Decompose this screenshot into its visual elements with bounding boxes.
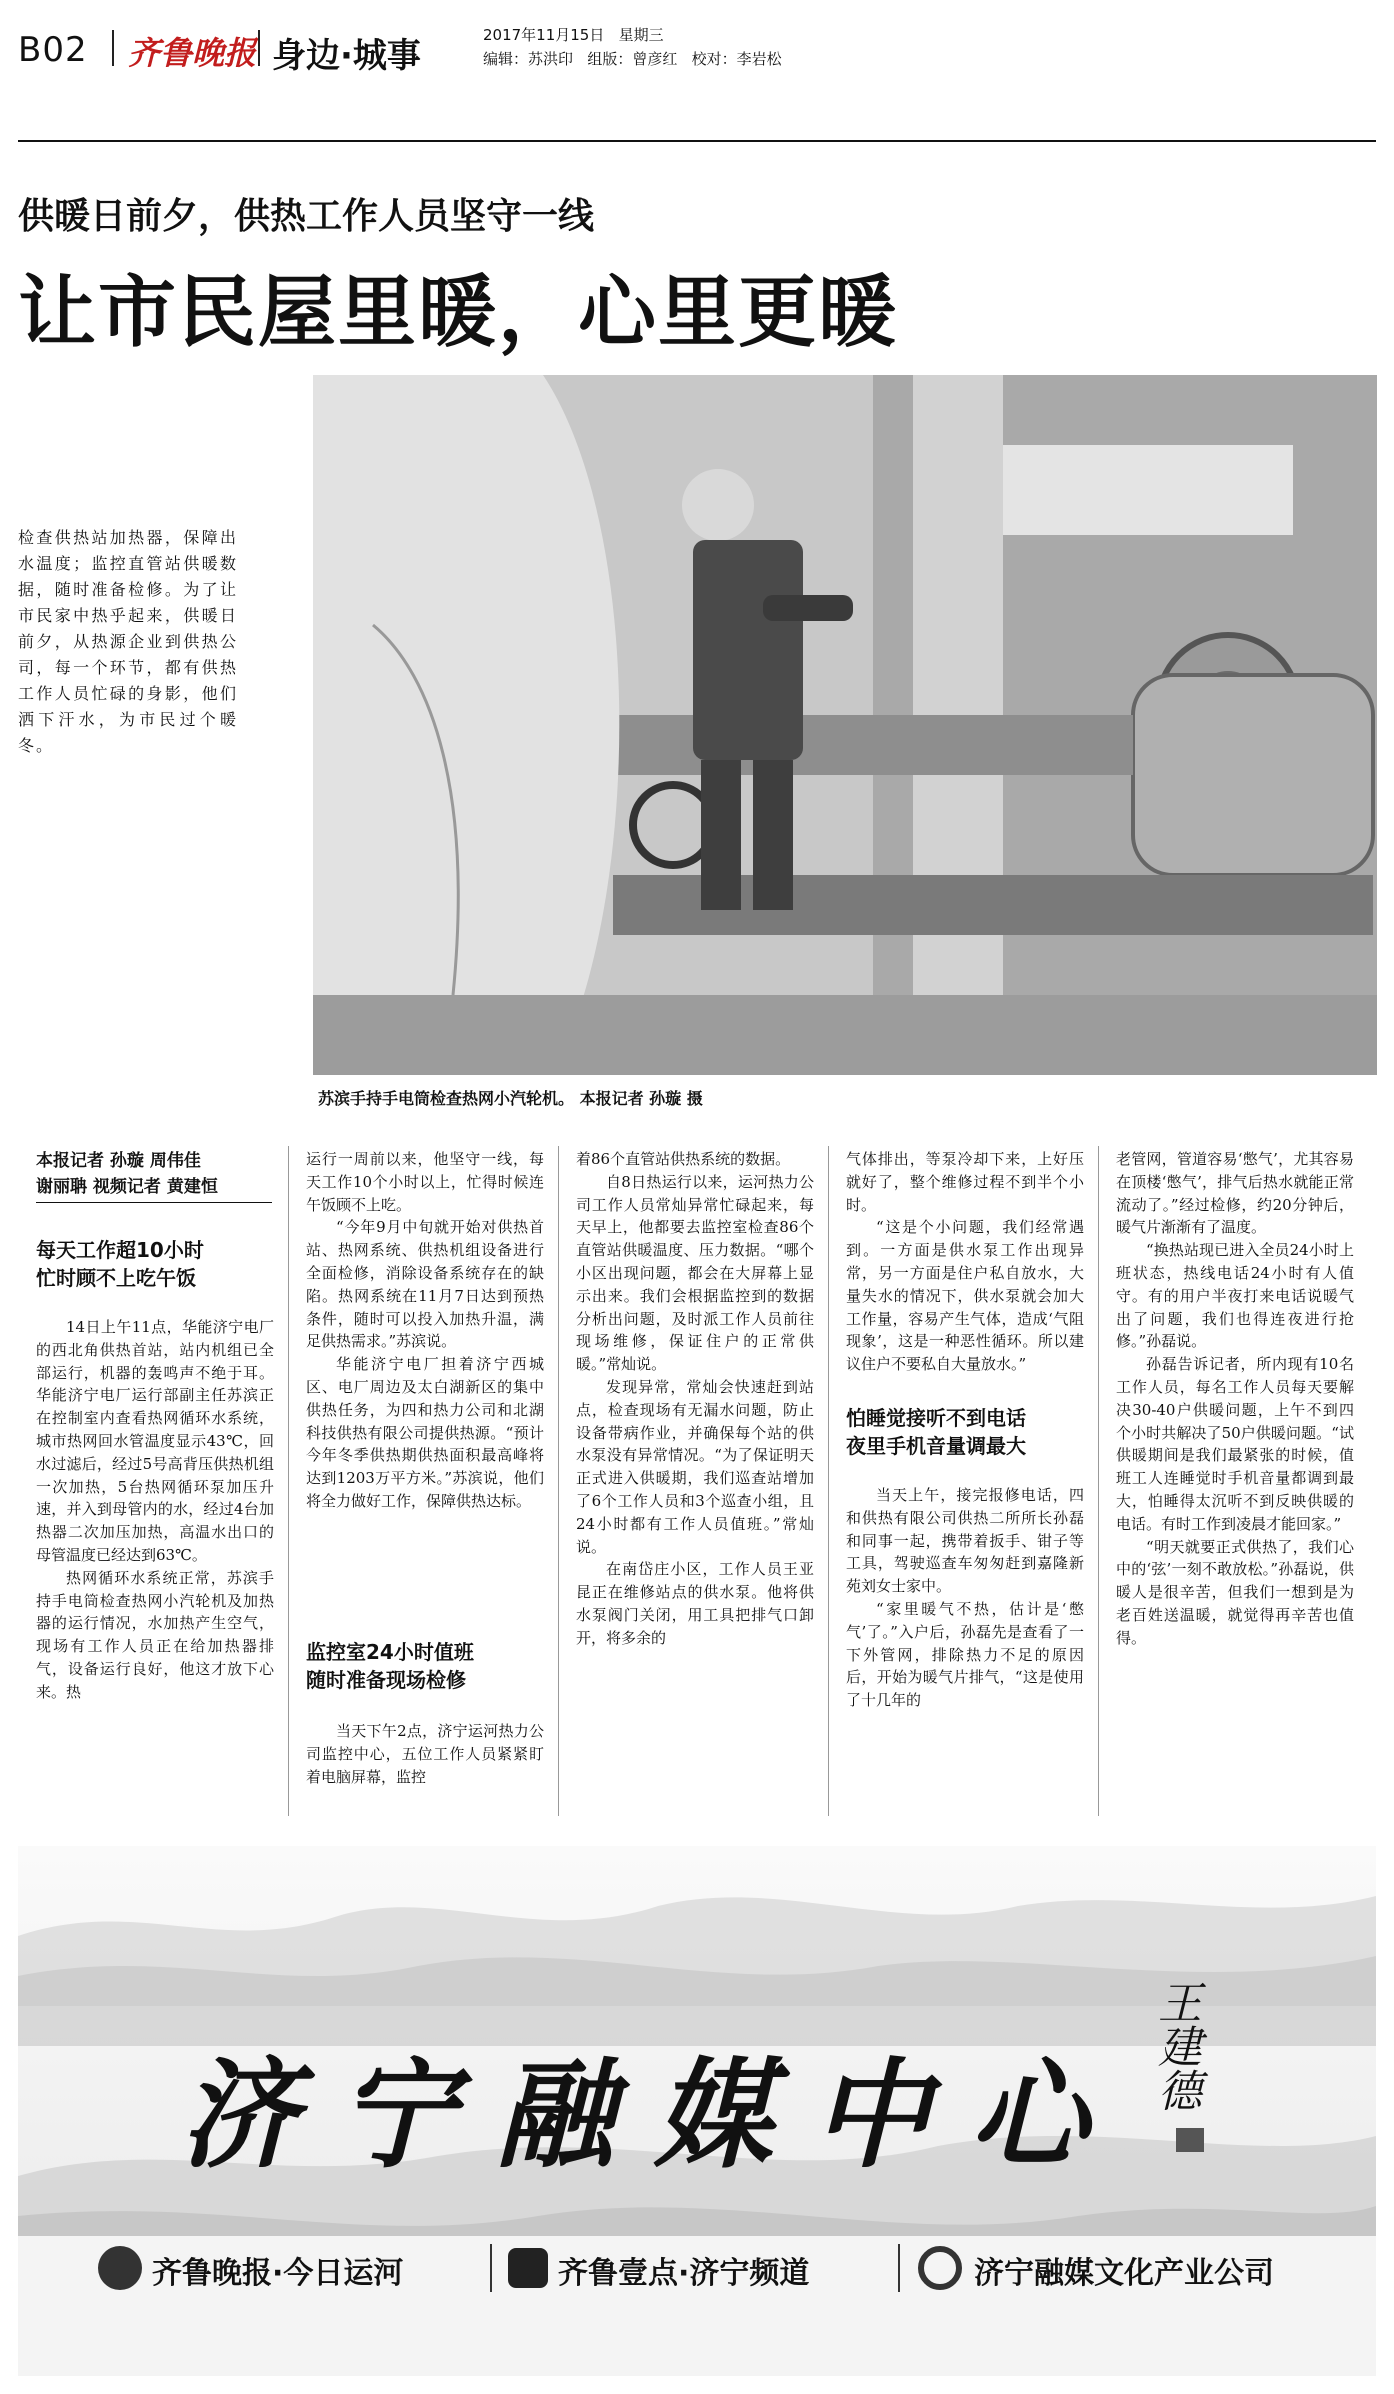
headline-kicker: 供暖日前夕，供热工作人员坚守一线 <box>18 196 595 237</box>
paragraph: “家里暖气不热，估计是‘憋气’了。”入户后，孙磊先是查看了一下外管网，排除热力不足的原因后，开始为暖气片排气，“这是使用了十几年的 <box>846 1599 1084 1710</box>
paragraph: 热网循环水系统正常，苏滨手持手电筒检查热网小汽轮机及加热器的运行情况，水加热产生空气，现场有工作人员正在给加热器排气，设备运行良好，他这才放下心来。热 <box>36 1568 274 1701</box>
photo-side-caption: 检查供热站加热器，保障出水温度；监控直管站供暖数据，随时准备检修。为了让市民家中热乎起来，供暖日前夕，从热源企业到供热公司，每一个环节，都有供热工作人员忙碌的身影，他们洒下汗水，为市民过个暖冬。 <box>18 528 238 755</box>
ad-logo-text: 齐鲁壹点·济宁频道 <box>558 2256 810 2291</box>
article-column-4 <box>846 1148 1084 1376</box>
logo-divider <box>898 2244 900 2292</box>
subheading-1 <box>36 1236 276 1292</box>
issue-date-line <box>483 24 664 45</box>
paragraph: 14日上午11点，华能济宁电厂的西北角供热首站，站内机组已全部运行，机器的轰鸣声不绝于耳。华能济宁电厂运行部副主任苏滨正在控制室内查看热网循环水系统，城市热网回水管温度显示43℃，回水过滤后，经过5号高背压供热机组一次加热，5台热网循环泵加压升速，并入到母管内的水，经过4台加热器二次加压加热，高温水出口的母管温度已经达到63℃。 <box>36 1318 274 1564</box>
boiler-room-illustration <box>313 375 1377 1075</box>
paragraph: “这是个小问题，我们经常遇到。一方面是供水泵工作出现异常，另一方面是住户私自放水，大量失水的情况下，供水泵就会加大工作量，容易产生气体，造成‘气阻现象’，这是一种恶性循环。所以建议住户不要私自大量放水。” <box>846 1218 1084 1374</box>
paragraph: 孙磊告诉记者，所内现有10名工作人员，每名工作人员每天要解决30-40户供暖问题，上午不到四个小时共解决了50户供暖问题。“试供暖期间是我们最紧张的时候，值班工人连睡觉时手机音量都调到最大，怕睡得太沉听不到反映供暖的电话。有时工作到凌晨才能回家。” <box>1116 1355 1354 1533</box>
paragraph: 运行一周前以来，他坚守一线，每天工作10个小时以上，忙得时候连午饭顾不上吃。 <box>306 1150 544 1214</box>
paragraph: 当天下午2点，济宁运河热力公司监控中心，五位工作人员紧紧盯着电脑屏幕，监控 <box>306 1722 544 1786</box>
subheading-line: 监控室24小时值班 <box>306 1640 474 1664</box>
header-rule <box>18 140 1376 142</box>
header-divider <box>112 30 114 66</box>
paragraph: 气体排出，等泵冷却下来，上好压就好了，整个维修过程不到半个小时。 <box>846 1150 1084 1214</box>
subheading-2 <box>306 1638 546 1694</box>
photo-caption: 苏滨手持手电筒检查热网小汽轮机。 本报记者 孙璇 摄 <box>318 1089 703 1108</box>
paragraph: 在南岱庄小区，工作人员王亚昆正在维修站点的供水泵。他将供水泵阀门关闭，用工具把排气口卸开，将多余的 <box>576 1560 814 1647</box>
calligrapher-signature: 王建德 <box>1150 1980 1201 2112</box>
ad-logo-text: 济宁融媒文化产业公司 <box>974 2256 1274 2291</box>
designer-credit: 组版：曾彦红 <box>587 50 678 68</box>
paragraph: 发现异常，常灿会快速赶到站点，检查现场有无漏水问题，防止设备带病作业，并确保每个站的供水泵没有异常情况。“为了保证明天正式进入供暖期，我们巡查站增加了6个工作人员和3个巡查小组，且24小时都有工作人员值班。”常灿说。 <box>576 1377 814 1556</box>
article-column-1 <box>36 1316 274 1704</box>
page-number: B02 <box>18 30 88 70</box>
byline-rule <box>36 1202 272 1203</box>
paragraph: “今年9月中旬就开始对供热首站、热网系统、供热机组设备进行全面检修，消除设备系统存在的缺陷。热网系统在11月7日达到预热条件，随时可以投入加热升温，满足供热需求。”苏滨说。 <box>306 1218 544 1351</box>
subheading-line: 夜里手机音量调最大 <box>846 1434 1026 1458</box>
column-divider <box>828 1146 829 1816</box>
news-photo <box>313 375 1377 1075</box>
article-column-5 <box>1116 1148 1354 1650</box>
byline: 本报记者 孙璇 周伟佳 <box>36 1151 201 1171</box>
article-column-2b <box>306 1720 544 1788</box>
paragraph: 着86个直管站供热系统的数据。 <box>576 1150 791 1168</box>
subheading-line: 怕睡觉接听不到电话 <box>846 1406 1026 1430</box>
logo-divider <box>490 2244 492 2292</box>
issue-weekday: 星期三 <box>618 26 664 44</box>
paragraph: 华能济宁电厂担着济宁西城区、电厂周边及太白湖新区的集中供热任务，为四和热力公司和北湖科技供热有限公司提供热源。“预计今年冬季供热期供热面积最高峰将达到1203万平方米。”苏滨说，他们将全力做好工作，保障供热达标。 <box>306 1355 544 1510</box>
article-column-4b <box>846 1484 1084 1712</box>
masthead-logo: 齐鲁晚报 <box>128 34 257 72</box>
jining-media-icon <box>918 2246 962 2290</box>
qilu-yidian-icon <box>508 2248 548 2288</box>
main-headline: 让市民屋里暖，心里更暖 <box>18 268 899 358</box>
ad-logo-bar <box>18 2236 1376 2300</box>
article-column-2 <box>306 1148 544 1513</box>
issue-date: 2017年11月15日 <box>483 26 605 44</box>
editorial-credits <box>483 48 782 69</box>
qilu-logo-icon <box>98 2246 142 2290</box>
column-divider <box>558 1146 559 1816</box>
subheading-line: 忙时顾不上吃午饭 <box>36 1266 196 1290</box>
paragraph: “换热站现已进入全员24小时上班状态，热线电话24小时有人值守。有的用户半夜打来电话说暖气出了问题，我们也得连夜进行抢修。”孙磊说。 <box>1116 1241 1354 1351</box>
section-title: 身边·城事 <box>272 36 421 76</box>
subheading-3 <box>846 1404 1086 1460</box>
header-divider <box>258 30 260 66</box>
paragraph: 当天上午，接完报修电话，四和供热有限公司供热二所所长孙磊和同事一起，携带着扳手、钳子等工具，驾驶巡查车匆匆赶到嘉隆新苑刘女士家中。 <box>846 1486 1084 1596</box>
ad-logo-text: 齐鲁晚报·今日运河 <box>152 2256 404 2291</box>
editor-credit: 编辑：苏洪印 <box>483 50 574 68</box>
paragraph: 老管网，管道容易‘憋气’，尤其容易在顶楼‘憋气’，排气后热水就能正常流动了。”经过检修，约20分钟后，暖气片渐渐有了温度。 <box>1116 1150 1354 1237</box>
seal-stamp <box>1176 2128 1204 2152</box>
proofreader-credit: 校对：李岩松 <box>691 50 782 68</box>
subheading-line: 每天工作超10小时 <box>36 1238 204 1262</box>
column-divider <box>1098 1146 1099 1816</box>
byline: 谢丽聃 视频记者 黄建恒 <box>36 1177 218 1197</box>
paragraph: 自8日热运行以来，运河热力公司工作人员常灿异常忙碌起来，每天早上，他都要去监控室检查86个直管站供暖温度、压力数据。“哪个小区出现问题，都会在大屏幕上显示出来。我们会根据监控到的数据分析出问题，及时派工作人员前往现场维修，保证住户的正常供暖。”常灿说。 <box>576 1172 814 1374</box>
paragraph: “明天就要正式供热了，我们心中的‘弦’一刻不敢放松。”孙磊说，供暖人是很辛苦，但我们一想到是为老百姓送温暖，就觉得再辛苦也值得。 <box>1116 1537 1354 1647</box>
article-column-3 <box>576 1148 814 1650</box>
ad-calligraphy-title: 济宁融媒中心 <box>180 2045 1129 2184</box>
subheading-line: 随时准备现场检修 <box>306 1668 466 1692</box>
column-divider <box>288 1146 289 1816</box>
